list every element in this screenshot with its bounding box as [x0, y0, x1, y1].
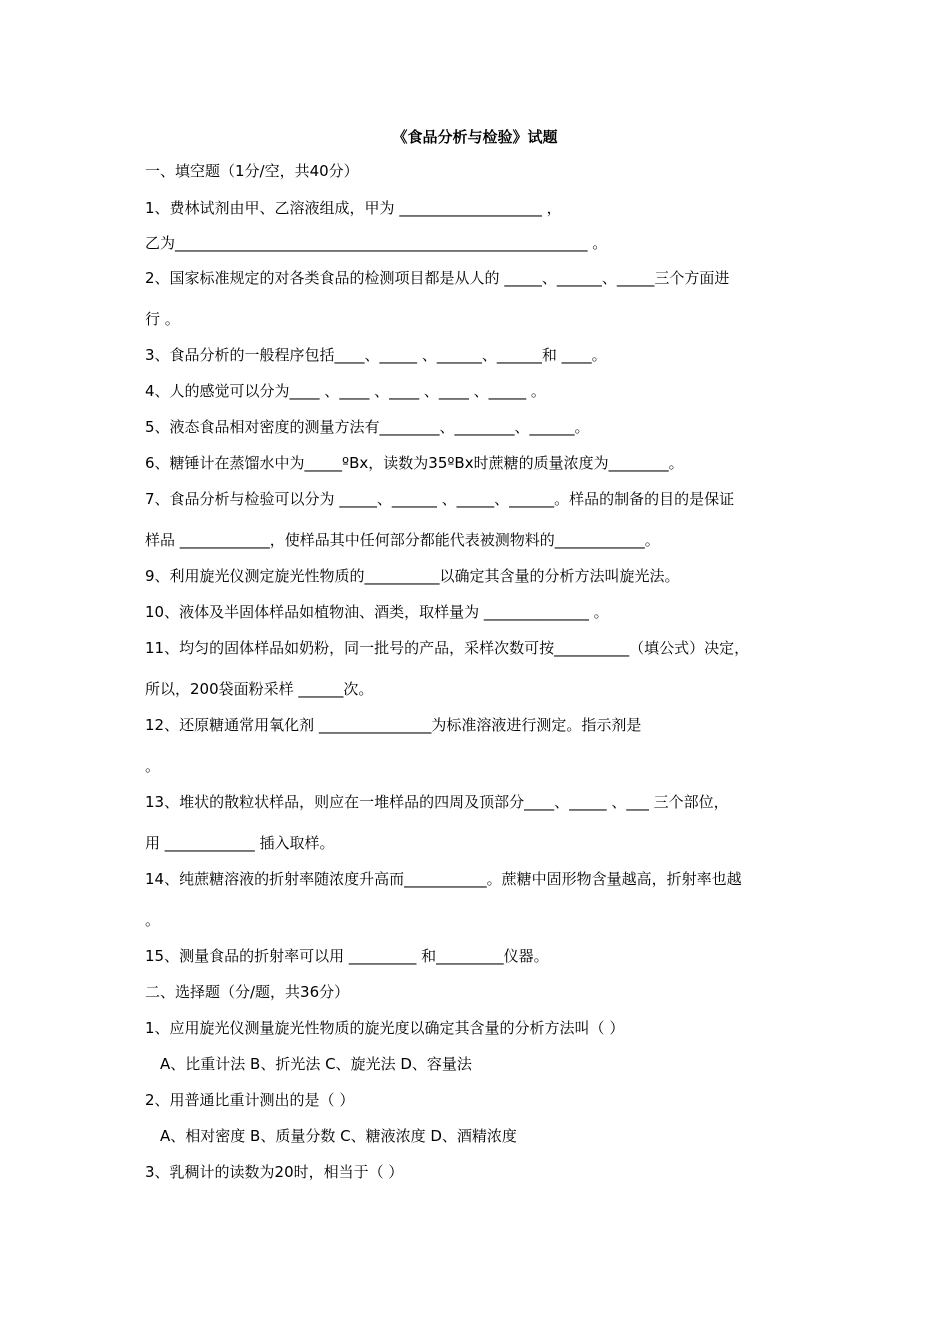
question-6: 6、糖锤计在蒸馏水中为_____ºBx，读数为35ºBx时蔗糖的质量浓度为________。	[145, 454, 684, 472]
question-10: 10、液体及半固体样品如植物油、酒类，取样量为 ______________ 。	[145, 603, 609, 621]
question-5: 5、液态食品相对密度的测量方法有________、________、______。	[145, 418, 590, 436]
question-13-line-2: 用 ____________ 插入取样。	[145, 834, 335, 852]
question-2-line-1: 2、国家标准规定的对各类食品的检测项目都是从人的 _____、______、_____三个方面进	[145, 269, 730, 287]
question-4: 4、人的感觉可以分为____ 、____ 、____ 、____ 、_____ 。	[145, 382, 546, 400]
question-13-line-1: 13、堆状的散粒状样品，则应在一堆样品的四周及顶部分____、_____ 、___ 三个部位，	[145, 793, 729, 811]
question-15: 15、测量食品的折射率可以用 _________ 和_________仪器。	[145, 947, 549, 965]
question-7-line-1: 7、食品分析与检验可以分为 _____、______ 、_____、______。样品的制备的目的是保证	[145, 490, 735, 508]
question-3: 3、食品分析的一般程序包括____、_____ 、______、______和 ____。	[145, 346, 607, 364]
question-9: 9、利用旋光仪测定旋光性物质的__________以确定其含量的分析方法叫旋光法。	[145, 567, 680, 585]
question-11-line-2: 所以，200袋面粉采样 ______次。	[145, 680, 374, 698]
question-1-line-2: 乙为_______________________________________________________ 。	[145, 234, 608, 252]
choice-question-1: 1、应用旋光仪测量旋光性物质的旋光度以确定其含量的分析方法叫（ ）	[145, 1019, 625, 1037]
question-12-line-1: 12、还原糖通常用氧化剂 _______________为标准溶液进行测定。指示剂是	[145, 716, 642, 734]
choice-question-2: 2、用普通比重计测出的是（ ）	[145, 1091, 355, 1109]
choice-question-1-options: A、比重计法 B、折光法 C、旋光法 D、容量法	[160, 1055, 472, 1073]
choice-question-2-options: A、相对密度 B、质量分数 C、糖液浓度 D、酒精浓度	[160, 1127, 517, 1145]
question-11-line-1: 11、均匀的固体样品如奶粉，同一批号的产品，采样次数可按__________（填公式）决定，	[145, 639, 750, 657]
section-heading-fill-in: 一、填空题（1分/空，共40分）	[145, 162, 359, 180]
question-14-line-1: 14、纯蔗糖溶液的折射率随浓度升高而___________。蔗糖中固形物含量越高，折射率也越	[145, 870, 742, 888]
question-7-line-2: 样品 ____________，使样品其中任何部分都能代表被测物料的____________。	[145, 531, 660, 549]
choice-question-3: 3、乳稠计的读数为20时，相当于（ ）	[145, 1163, 404, 1181]
question-12-line-2: 。	[145, 757, 161, 775]
question-14-line-2: 。	[145, 911, 161, 929]
section-heading-multiple-choice: 二、选择题（分/题，共36分）	[145, 983, 350, 1001]
question-1-line-1: 1、费林试剂由甲、乙溶液组成，甲为 ___________________ ，	[145, 199, 562, 217]
question-2-line-2: 行 。	[145, 310, 180, 328]
exam-title: 《食品分析与检验》试题	[392, 128, 558, 146]
